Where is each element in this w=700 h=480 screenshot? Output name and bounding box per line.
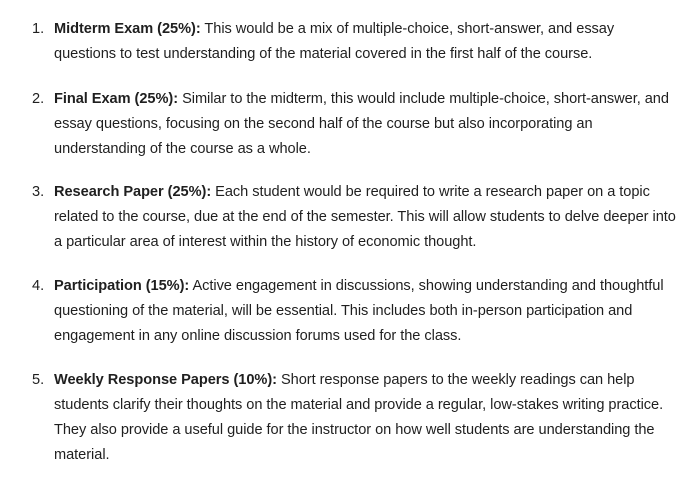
item-number: 4. [32,278,45,294]
item-number: 3. [32,184,45,200]
item-text: Active engagement in discussions, showing understanding and thoughtful questioning of the material, will be essential. This includes both in-person participation and engagement in any online discussion forums used for the class. [54,278,664,344]
item-body [54,87,680,162]
item-body [54,368,680,468]
item-body [54,17,680,67]
item-text: This would be a mix of multiple-choice, short-answer, and essay questions to test understanding of the material covered in the first half of the course. [54,21,615,62]
item-heading: Final Exam (25%): [54,91,179,107]
item-text: Similar to the midterm, this would include multiple-choice, short-answer, and essay questions, focusing on the second half of the course but also incorporating an understanding of the course as a whole. [54,91,669,157]
item-number: 5. [32,372,45,388]
item-heading: Midterm Exam (25%): [54,21,201,37]
item-text: Each student would be required to write a research paper on a topic related to the course, due at the end of the semester. This will allow students to delve deeper into a particular area of interest within the history of economic thought. [54,184,676,250]
item-number: 2. [32,91,45,107]
item-text: Short response papers to the weekly readings can help students clarify their thoughts on the material and provide a regular, low-stakes writing practice. They also provide a useful guide for the instructor on how well students are understanding the material. [54,372,664,463]
item-number: 1. [32,21,45,37]
item-heading: Participation (15%): [54,278,190,294]
item-body [54,274,680,349]
item-body [54,180,680,255]
item-heading: Research Paper (25%): [54,184,212,200]
item-heading: Weekly Response Papers (10%): [54,372,277,388]
